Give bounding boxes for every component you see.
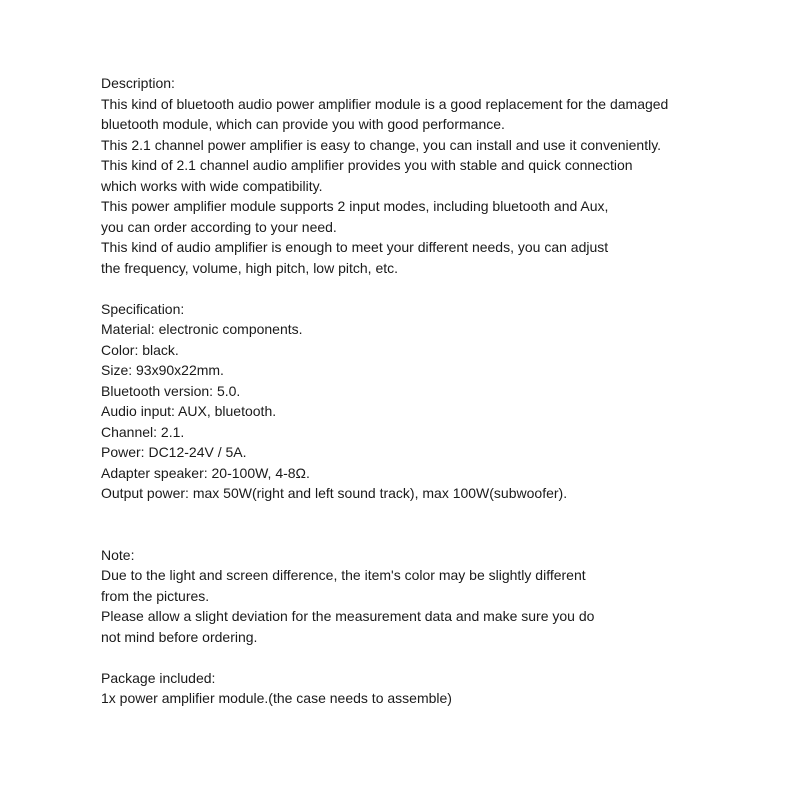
section-spacer [101,278,791,299]
description-line: This kind of audio amplifier is enough to meet your different needs, you can adjust [101,239,609,255]
spec-adapter-speaker: Adapter speaker: 20-100W, 4-8Ω. [101,464,310,481]
spec-material: Material: electronic components. [101,321,303,337]
specification-heading: Specification: [101,300,185,317]
package-line: 1x power amplifier module.(the case needs to assemble) [101,690,452,706]
spec-output-power: Output power: max 50W(right and left sound track), max 100W(subwoofer). [101,485,568,501]
description-heading: Description: [101,75,175,91]
description-line: you can order according to your need. [101,218,337,235]
note-heading: Note: [101,546,135,563]
note-line: Due to the light and screen difference, the item's color may be slightly different [101,567,586,583]
spec-size: Size: 93x90x22mm. [101,362,224,378]
package-heading: Package included: [101,669,216,686]
spec-audio-input: Audio input: AUX, bluetooth. [101,403,277,419]
section-spacer [101,504,791,545]
description-line: This kind of bluetooth audio power amplifier module is a good replacement for the damaged [101,95,669,112]
spec-channel: Channel: 2.1. [101,423,185,440]
note-line: not mind before ordering. [101,628,258,645]
spec-color: Color: black. [101,341,179,358]
note-line: Please allow a slight deviation for the measurement data and make sure you do [101,608,595,624]
description-line: This 2.1 channel power amplifier is easy to change, you can install and use it conveniently. [101,136,662,153]
note-line: from the pictures. [101,587,210,604]
specification-section [101,299,791,504]
description-section [101,73,791,278]
spec-bluetooth-version: Bluetooth version: 5.0. [101,382,241,399]
product-description-document [101,73,791,709]
description-line: This kind of 2.1 channel audio amplifier provides you with stable and quick connection [101,157,633,173]
description-line: bluetooth module, which can provide you with good performance. [101,116,505,132]
section-spacer [101,647,791,668]
spec-power: Power: DC12-24V / 5A. [101,444,247,460]
description-line: This power amplifier module supports 2 input modes, including bluetooth and Aux, [101,198,609,214]
description-line: the frequency, volume, high pitch, low pitch, etc. [101,259,399,276]
package-section [101,668,791,709]
note-section [101,545,791,648]
description-line: which works with wide compatibility. [101,177,323,194]
